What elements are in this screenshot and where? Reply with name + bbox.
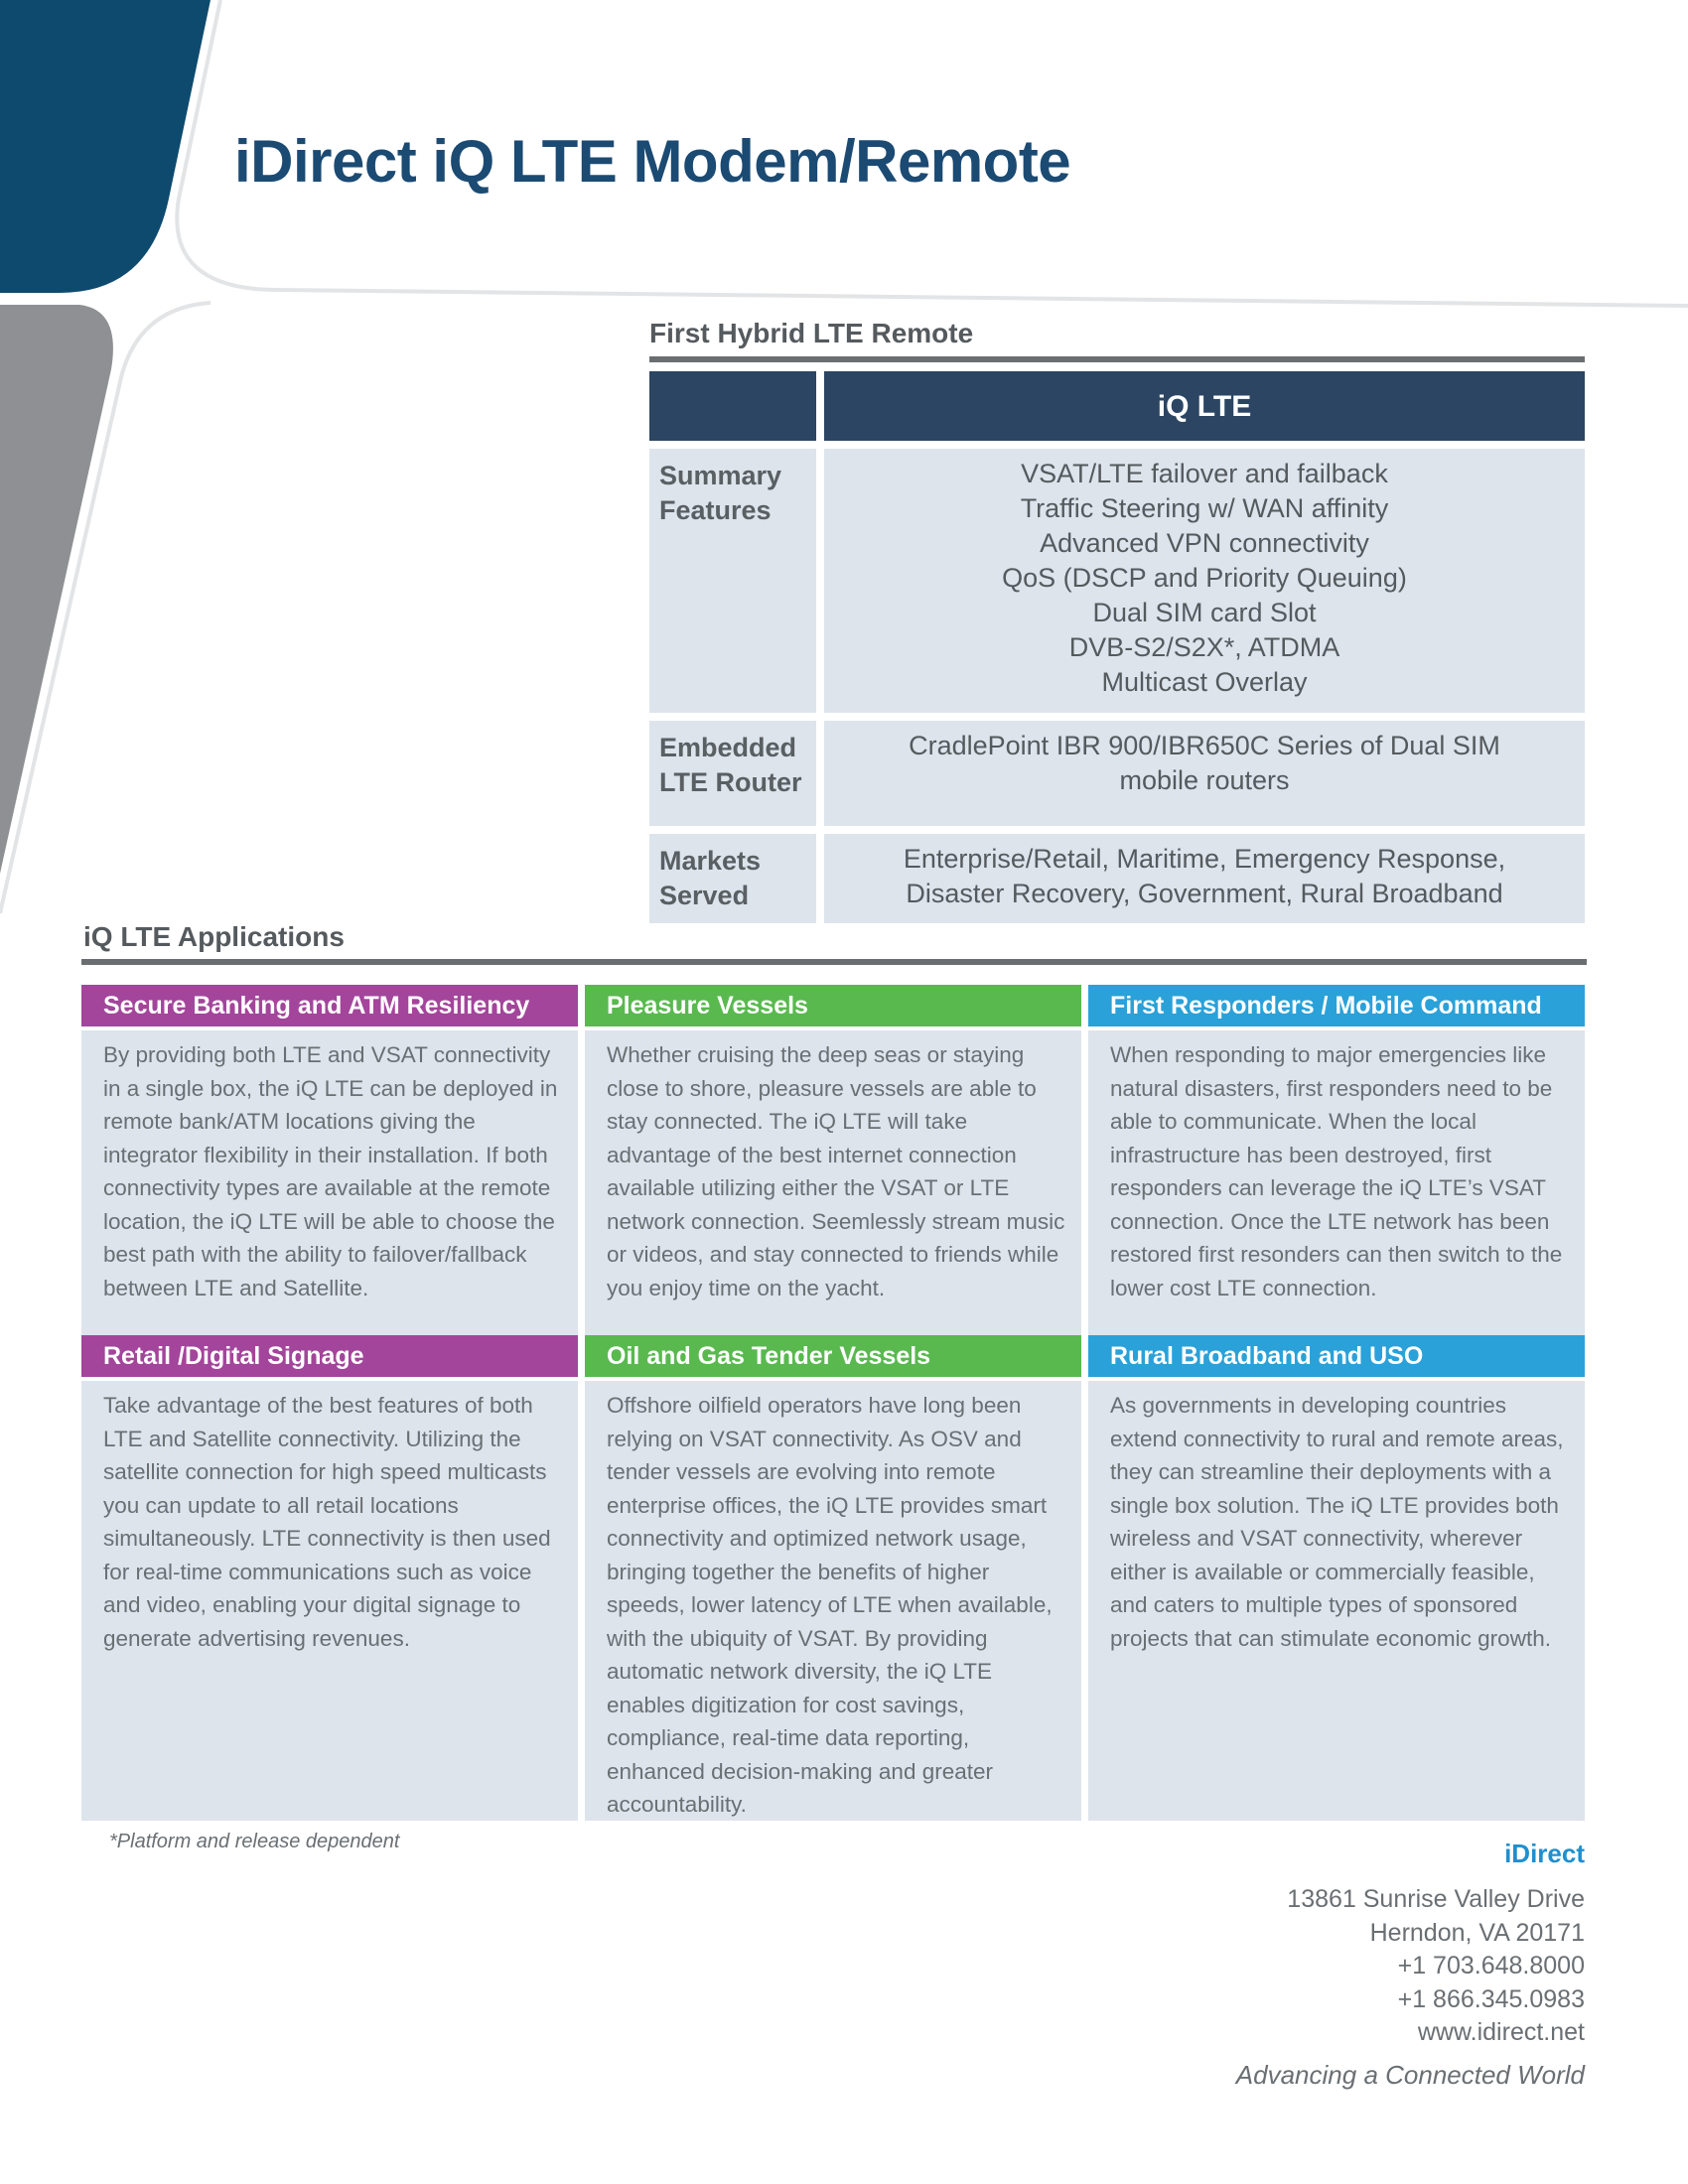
feature-item: VSAT/LTE failover and failback xyxy=(1021,459,1388,488)
address-line-1: 13861 Sunrise Valley Drive xyxy=(1287,1885,1585,1913)
card-title: Retail /Digital Signage xyxy=(81,1335,578,1377)
spec-table-header-row xyxy=(649,371,1585,441)
card-title: Rural Broadband and USO xyxy=(1088,1335,1585,1377)
card-text: By providing both LTE and VSAT connectivity in a single box, the iQ LTE can be deployed in remote bank/ATM locations giving the integrator flexibility in their installation. If both connectivity types are available at the remote location, the iQ LTE will be able to choose the best path with the ability to failover/fallback between LTE and Satellite. xyxy=(81,1030,578,1350)
spec-row-summary-features xyxy=(649,449,1585,713)
address-line-2: Herndon, VA 20171 xyxy=(1369,1918,1585,1947)
application-card-retail xyxy=(81,1335,578,1821)
card-title: Secure Banking and ATM Resiliency xyxy=(81,985,578,1026)
spec-section-rule xyxy=(649,356,1585,362)
application-card-oil-gas xyxy=(585,1335,1081,1821)
applications-rule xyxy=(81,959,1587,965)
card-text: Take advantage of the best features of both LTE and Satellite connectivity. Utilizing the satellite connection for high speed multicasts you can update to all retail locations simultaneously. LTE connectivity is then used for real-time communications such as voice and video, enabling your digital signage to generate advertising revenues. xyxy=(81,1381,578,1821)
feature-item: QoS (DSCP and Priority Queuing) xyxy=(1002,563,1407,593)
application-card-rural-broadband xyxy=(1088,1335,1585,1821)
application-card-first-responders xyxy=(1088,985,1585,1350)
phone-2: +1 866.345.0983 xyxy=(1397,1984,1585,2013)
contact-block xyxy=(1236,1839,1585,2091)
spec-row-embedded-router xyxy=(649,721,1585,826)
applications-row-2 xyxy=(81,1335,1585,1821)
feature-item: DVB-S2/S2X*, ATDMA xyxy=(1068,632,1340,662)
spec-row-label: Markets Served xyxy=(649,834,816,923)
feature-item: Dual SIM card Slot xyxy=(1092,598,1317,627)
feature-item: Multicast Overlay xyxy=(1101,667,1308,697)
navy-corner-shape xyxy=(0,0,211,293)
tagline: Advancing a Connected World xyxy=(1235,2059,1585,2090)
card-text: Offshore oilfield operators have long been relying on VSAT connectivity. As OSV and tender vessels are evolving into remote enterprise offices, the iQ LTE provides smart connectivity and optimized network usage, bringing together the benefits of higher speeds, lower latency of LTE when available, with the ubiquity of VSAT. By providing automatic network diversity, the iQ LTE enables digitization for cost savings, compliance, real-time data reporting, enhanced decision-making and greater accountability. xyxy=(585,1381,1081,1821)
phone-1: +1 703.648.8000 xyxy=(1397,1952,1585,1979)
card-text: Whether cruising the deep seas or staying close to shore, pleasure vessels are able to stay connected. The iQ LTE will take advantage of the best internet connection available utilizing either the VSAT or LTE network connection. Seemlessly stream music or videos, and stay connected to friends while you enjoy time on the yacht. xyxy=(585,1030,1081,1350)
website-link[interactable]: www.idirect.net xyxy=(1417,2018,1585,2046)
card-title: Pleasure Vessels xyxy=(585,985,1081,1026)
feature-item: Advanced VPN connectivity xyxy=(1040,528,1369,558)
feature-item: Traffic Steering w/ WAN affinity xyxy=(1020,493,1389,523)
page-title: iDirect iQ LTE Modem/Remote xyxy=(234,128,1071,195)
card-text: When responding to major emergencies like natural disasters, first responders need to be able to communicate. When the local infrastructure has been destroyed, first responders can leverage the iQ LTE’s VSAT connection. Once the LTE network has been restored first resonders can then switch to the lower cost LTE connection. xyxy=(1088,1030,1585,1350)
spec-row-label: Summary Features xyxy=(649,449,816,713)
applications-row-1 xyxy=(81,985,1585,1350)
spec-table-header-blank xyxy=(649,371,816,441)
spec-table-column-header: iQ LTE xyxy=(824,371,1585,441)
card-title: First Responders / Mobile Command xyxy=(1088,985,1585,1026)
footnote: *Platform and release dependent xyxy=(109,1831,400,1852)
spec-row-value: CradlePoint IBR 900/IBR650C Series of Dual SIM mobile routers xyxy=(824,721,1585,826)
spec-row-value: Enterprise/Retail, Maritime, Emergency Response, Disaster Recovery, Government, Rural Broadband xyxy=(824,834,1585,923)
card-title: Oil and Gas Tender Vessels xyxy=(585,1335,1081,1377)
spec-table xyxy=(649,371,1585,931)
application-card-pleasure-vessels xyxy=(585,985,1081,1350)
spec-row-value xyxy=(824,449,1585,713)
spec-section-heading: First Hybrid LTE Remote xyxy=(649,318,974,348)
gray-side-shape xyxy=(0,305,113,874)
applications-heading: iQ LTE Applications xyxy=(83,921,345,952)
spec-row-label: Embedded LTE Router xyxy=(649,721,816,826)
card-text: As governments in developing countries extend connectivity to rural and remote areas, they can streamline their deployments with a single box solution. The iQ LTE provides both wireless and VSAT connectivity, wherever either is available or commercially feasible, and caters to multiple types of sponsored projects that can stimulate economic growth. xyxy=(1088,1381,1585,1821)
company-name: iDirect xyxy=(1504,1839,1585,1868)
application-card-banking xyxy=(81,985,578,1350)
spec-row-markets-served xyxy=(649,834,1585,923)
